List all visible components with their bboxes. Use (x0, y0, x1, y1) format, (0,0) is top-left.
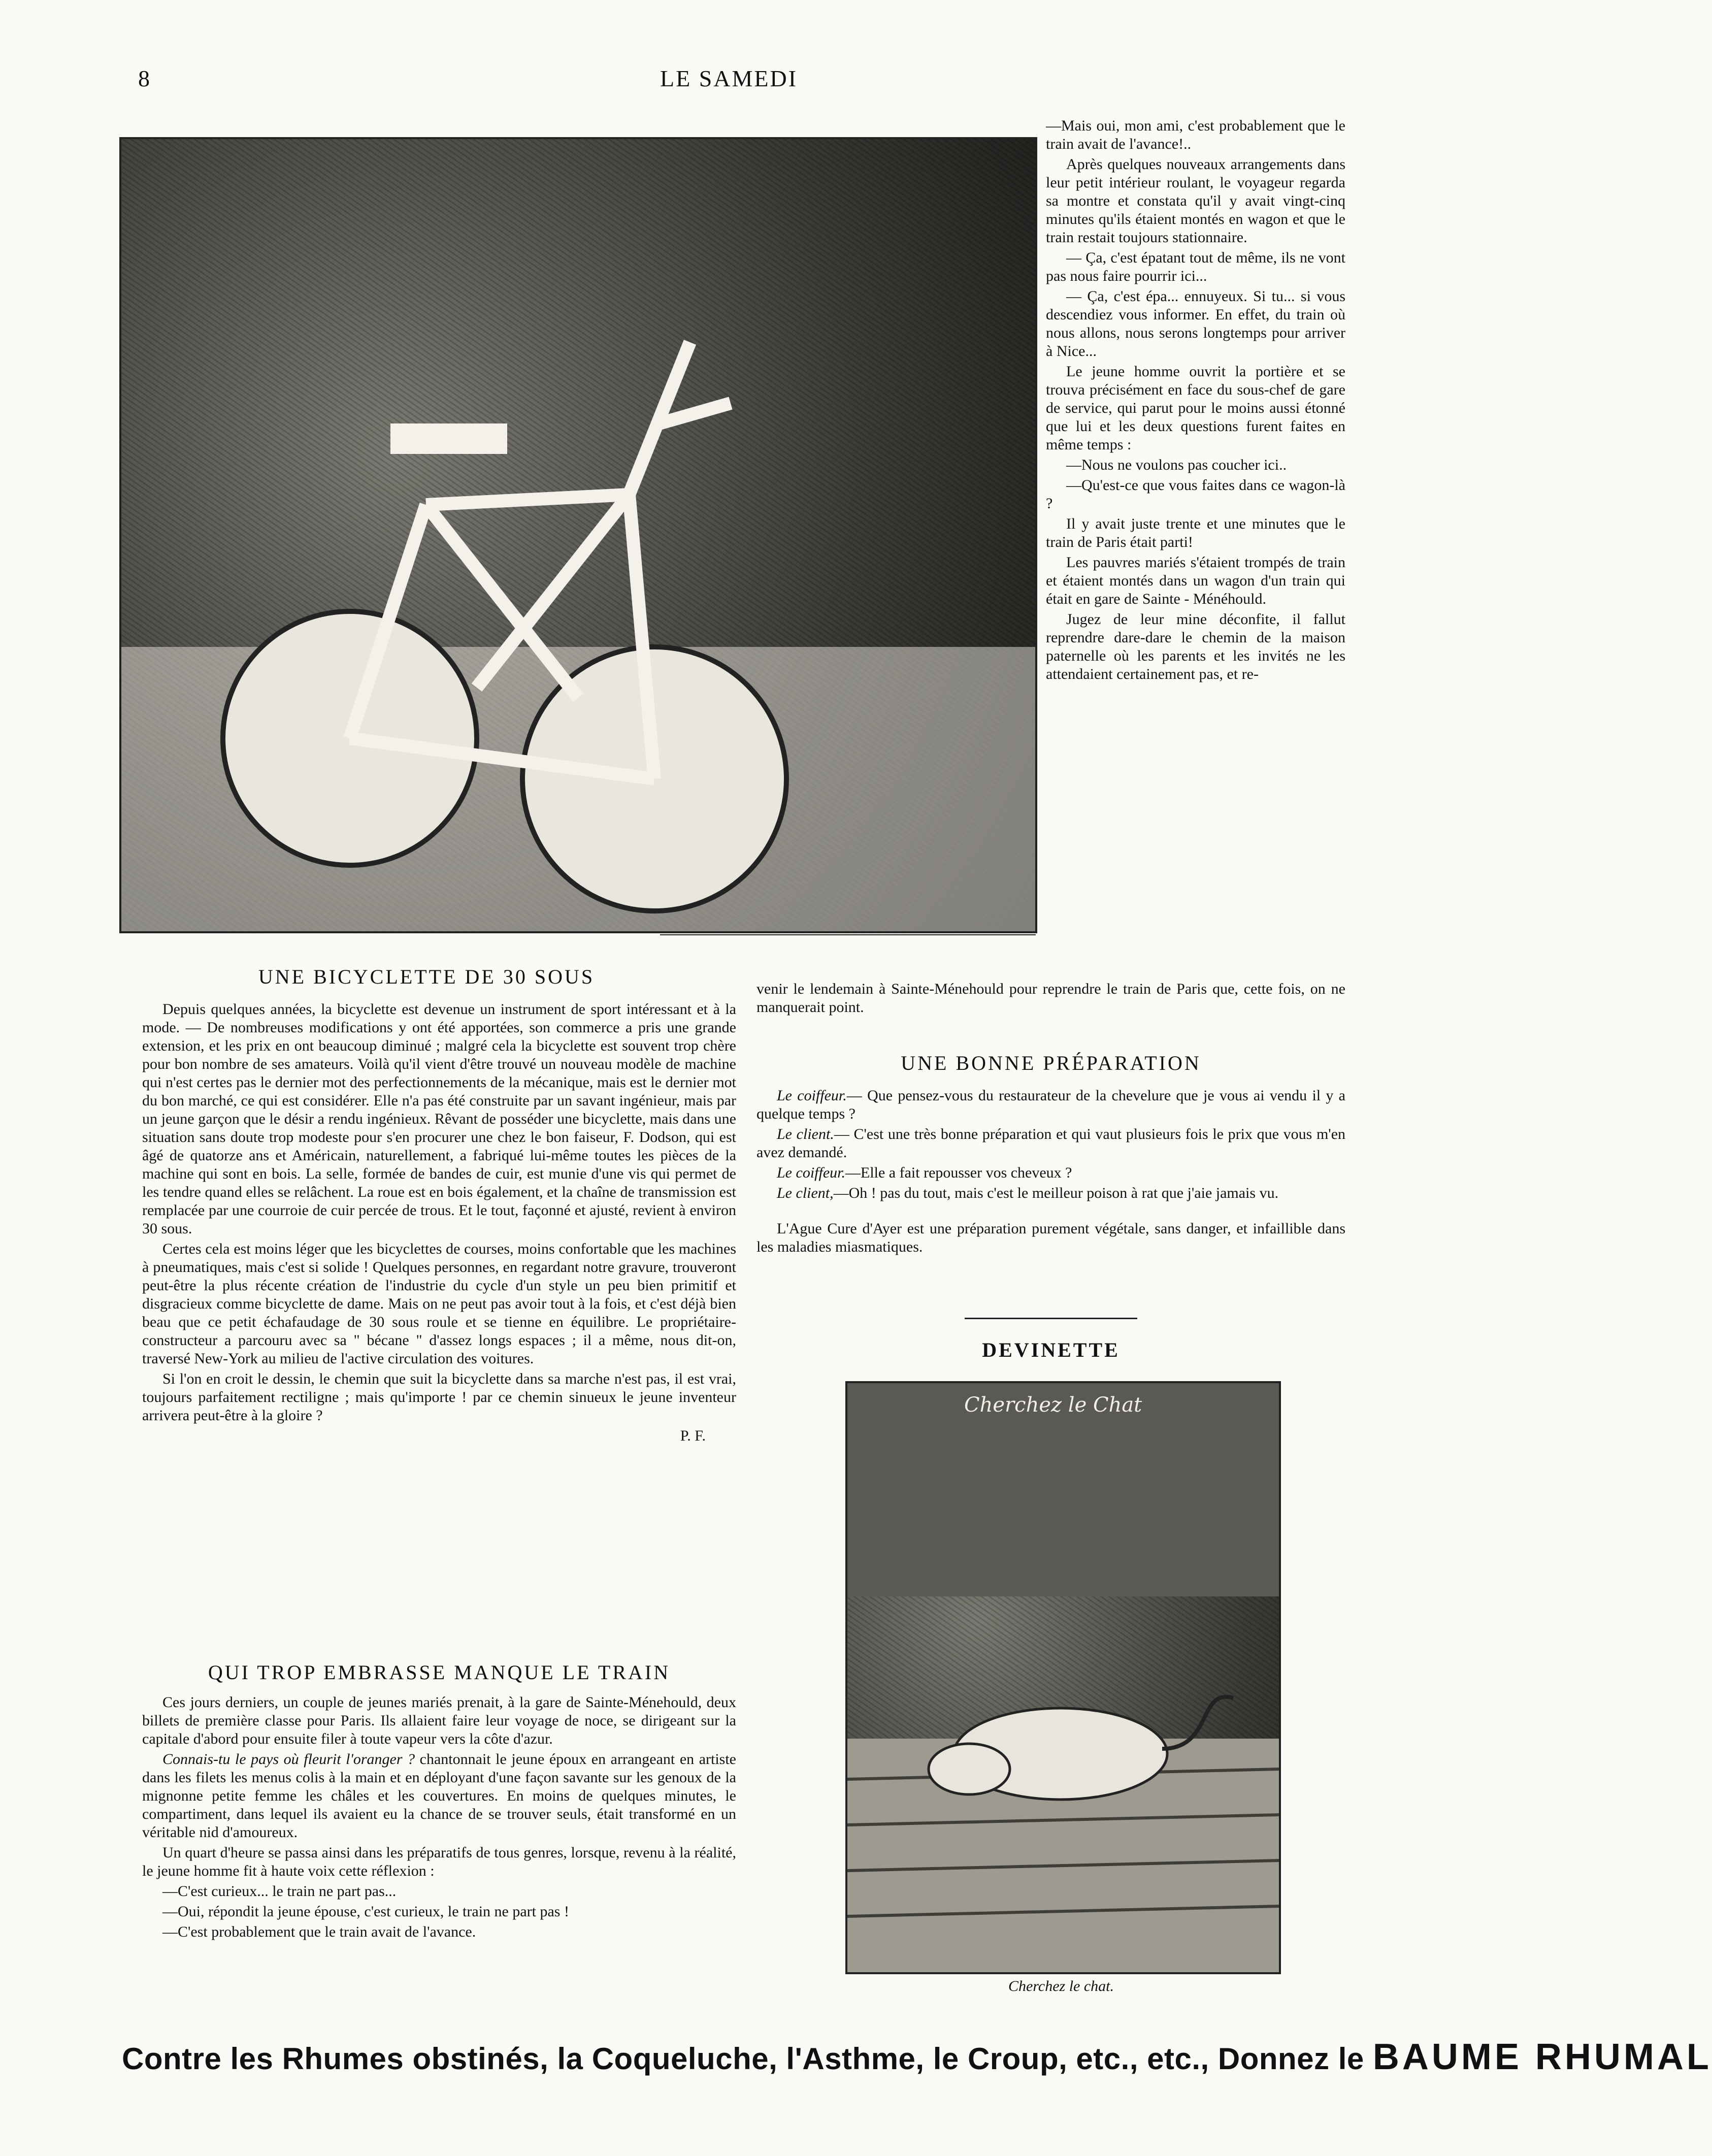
article-preparation-body (756, 1087, 1345, 1256)
paragraph: Depuis quelques années, la bicyclette est devenue un instrument de sport intéressant et à la mode. — De nombreuses modifications y ont été apportées, son commerce a pris une grande extension, et les prix en ont beaucoup diminué ; malgré cela la bicyclette est souvent trop chère pour bon nombre de ses amateurs. Voilà qu'il vient d'être trouvé un nouveau modèle de machine qui n'est certes pas le dernier mot des perfectionnements de la mécanique, mais est le dernier mot du bon marché, ce qui est considérer. Elle n'a pas été construite par un savant ingénieur, mais par un jeune garçon que le désir a rendu ingénieux. Rêvant de posséder une bicyclette, mais dans une situation sans doute trop modeste pour s'en procurer une chez le bon faiseur, F. Dodson, qui est âgé de quatorze ans et Américain, naturellement, a fabriqué lui-même toutes les pièces de la machine qui sont en bois. La selle, formée de bandes de cuir, est munie d'une vis qui permet de les tendre quand elles se relâchent. La roue est en bois également, et la chaîne de transmission est remplacée par une courroie de cuir percée de trous. Et le tout, façonné et ajusté, revient à environ 30 sous. (142, 1001, 736, 1237)
speaker: Le coiffeur. (777, 1087, 847, 1104)
paragraph: Les pauvres mariés s'étaient trompés de train et étaient montés dans un wagon d'un train qui était en gare de Sainte - Ménéhould. (1046, 554, 1345, 607)
right-column-continuation: venir le lendemain à Sainte-Ménehould pour reprendre le train de Paris que, cette fois, on ne manquerait point. (756, 981, 1345, 1016)
paragraph: Le jeune homme ouvrit la portière et se trouva précisément en face du sous-chef de gare de service, qui parut pour le moins aussi étonné que lui et les deux questions furent faites en même temps : (1046, 363, 1345, 453)
dialogue-text: — Que pensez-vous du restaurateur de la chevelure que je vous ai vendu il y a quelque temps ? (756, 1087, 1345, 1122)
page-number: 8 (138, 66, 151, 91)
paragraph: —Nous ne voulons pas coucher ici.. (1066, 456, 1287, 473)
article-bicyclette-body (142, 1000, 736, 1445)
rule (660, 934, 1036, 935)
article-title-bicyclette: UNE BICYCLETTE DE 30 SOUS (258, 965, 595, 988)
dialogue-text: — C'est une très bonne préparation et qui vaut plusieurs fois le prix que vous m'en avez demandé. (756, 1126, 1346, 1161)
speaker: Le client, (777, 1185, 834, 1201)
bicycle-engraving (119, 137, 1037, 933)
paragraph: Jugez de leur mine déconfite, il fallut reprendre dare-dare le chemin de la maison paternelle où les parents et les invités ne les attendaient certainement pas, et re- (1046, 611, 1345, 682)
dialogue-line (756, 1184, 1345, 1202)
signature: P. F. (680, 1427, 706, 1444)
devinette-engraving (845, 1381, 1281, 1974)
dialogue-line: —C'est curieux... le train ne part pas... (162, 1883, 397, 1900)
song-lyric: Connais-tu le pays où fleurit l'oranger ? (162, 1751, 415, 1768)
paragraph: — Ça, c'est épatant tout de même, ils ne vont pas nous faire pourrir ici... (1046, 249, 1345, 284)
paragraph: Un quart d'heure se passa ainsi dans les préparatifs de tous genres, lorsque, revenu à la réalité, le jeune homme fit à haute voix cette réflexion : (142, 1844, 736, 1879)
right-column-text (1046, 117, 1345, 683)
paragraph: —Qu'est-ce que vous faites dans ce wagon-là ? (1046, 477, 1345, 512)
paragraph: Certes cela est moins léger que les bicyclettes de courses, moins confortable que les machines à pneumatiques, mais c'est si solide ! Quelques personnes, en regardant notre gravure, trouveront peut-être la plus récente création de l'industrie du cycle d'un style un peu bien primitif et disgracieux comme bicyclette de dame. Mais on ne peut pas avoir tout à la fois, et c'est déjà bien beau que ce petit échafaudage de 30 sous roule et se tienne en équilibre. Le propriétaire-constructeur a parcouru avec sa " bécane " d'assez longs espaces ; il a même, nous dit-on, traversé New-York au milieu de l'active circulation des voitures. (142, 1240, 736, 1367)
speaker: Le client. (777, 1126, 834, 1142)
paragraph: Ces jours derniers, un couple de jeunes mariés prenait, à la gare de Sainte-Ménehould, deux billets de première classe pour Paris. Ils allaient faire leur voyage de noce, se dirigeant sur la capitale d'abord pour ensuite filer à toute vapeur vers la côte d'azur. (142, 1694, 736, 1747)
paragraph (142, 1750, 736, 1842)
paragraph: Après quelques nouveaux arrangements dans leur petit intérieur roulant, le voyageur regarda sa montre et constata qu'il y avait vingt-cinq minutes qu'ils étaient montés en wagon et que le train restait toujours stationnaire. (1046, 156, 1345, 246)
newspaper-title: LE SAMEDI (660, 66, 798, 91)
paragraph: — Ça, c'est épa... ennuyeux. Si tu... si vous descendiez vous informer. En effet, du train où nous allons, nous serons longtemps pour arriver à Nice... (1046, 288, 1345, 360)
paragraph-rest: chantonnait le jeune époux en arrangeant en artiste dans les filets les menus colis à la main et en déployant d'une façon savante sur les genoux de la mignonne petite femme les châles et les couvertures. En moins de quelques minutes, le compartiment, dans lequel ils avaient eu la chance de se trouver seuls, était transformé en un véritable nid d'amoureux. (142, 1751, 736, 1841)
speaker: Le coiffeur. (777, 1164, 845, 1181)
dialogue-line (756, 1087, 1345, 1123)
dialogue-text: —Oh ! pas du tout, mais c'est le meilleur poison à rat que j'aie jamais vu. (833, 1185, 1279, 1201)
paragraph: —Mais oui, mon ami, c'est probablement que le train avait de l'avance!.. (1046, 117, 1345, 152)
dialogue-line (756, 1164, 1345, 1182)
dialogue-line (756, 1125, 1345, 1162)
devinette-caption: Cherchez le chat. (1008, 1978, 1114, 1995)
article-train-body (142, 1693, 736, 1941)
devinette-title: DEVINETTE (982, 1338, 1120, 1361)
article-title-train: QUI TROP EMBRASSE MANQUE LE TRAIN (208, 1661, 671, 1684)
bottom-advertisement (122, 2036, 1712, 2078)
dialogue-line: —C'est probablement que le train avait de l'avance. (162, 1923, 476, 1940)
devinette-image-label: Cherchez le Chat (964, 1393, 1142, 1417)
article-title-preparation: UNE BONNE PRÉPARATION (901, 1052, 1201, 1074)
advertisement-brand: BAUME RHUMAL (1372, 2037, 1712, 2077)
paragraph: Il y avait juste trente et une minutes que le train de Paris était parti! (1046, 515, 1345, 550)
advertisement-text: Contre les Rhumes obstinés, la Coqueluche, l'Asthme, le Croup, etc., etc., Donnez le (122, 2042, 1373, 2076)
dialogue-text: —Elle a fait repousser vos cheveux ? (845, 1164, 1072, 1181)
advertisement-text: L'Ague Cure d'Ayer est une préparation purement végétale, sans danger, et infaillible dans les maladies miasmatiques. (756, 1220, 1345, 1255)
dialogue-line: —Oui, répondit la jeune épouse, c'est curieux, le train ne part pas ! (162, 1903, 569, 1920)
paragraph: Si l'on en croit le dessin, le chemin que suit la bicyclette dans sa marche n'est pas, il est vrai, toujours parfaitement rectiligne ; mais qu'importe ! par ce chemin sinueux le jeune inventeur arrivera peut-être à la gloire ? (142, 1370, 736, 1424)
rule (965, 1318, 1137, 1319)
